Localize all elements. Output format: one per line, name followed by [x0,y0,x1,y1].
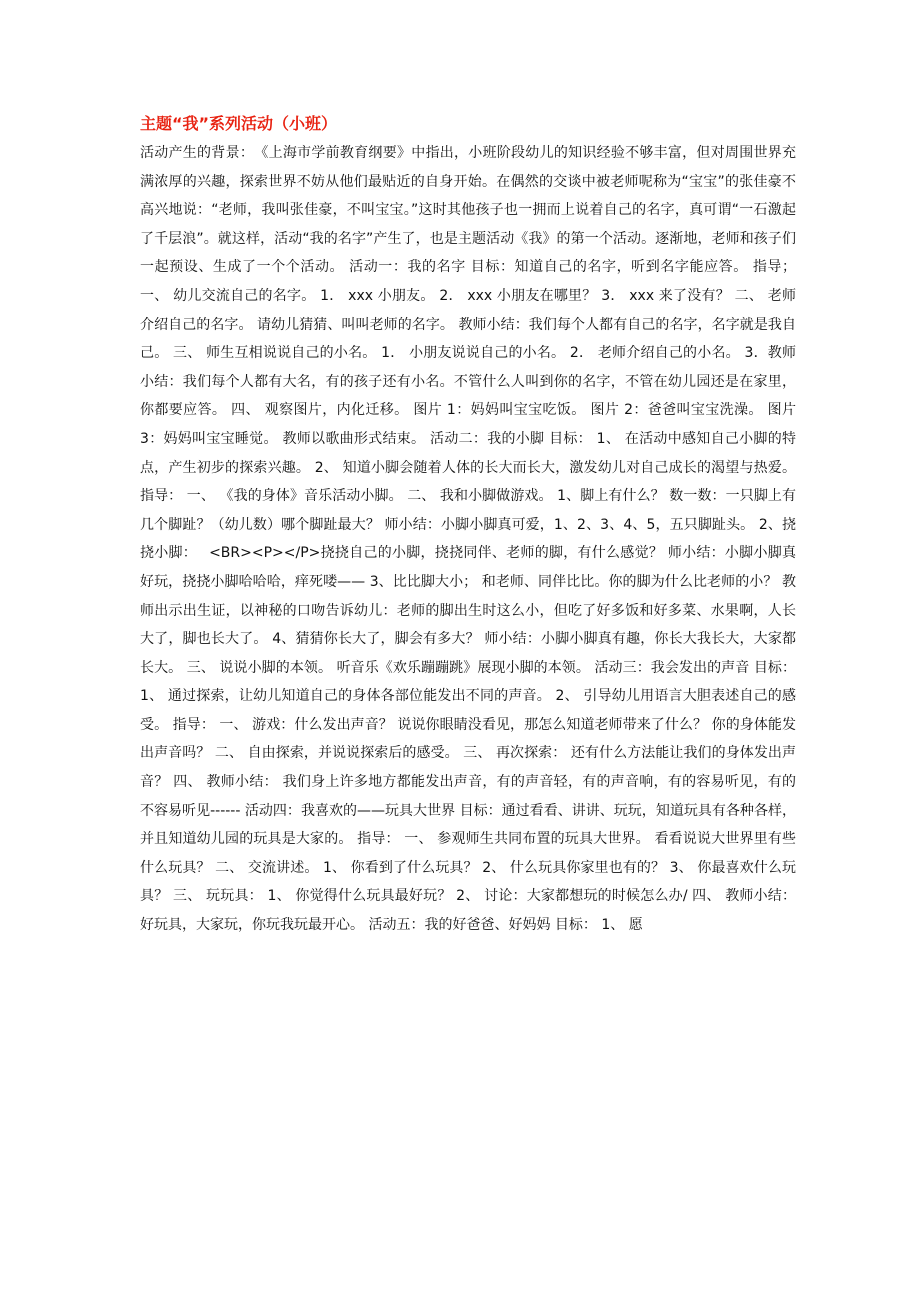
document-title: 主题“我”系列活动（小班） [140,114,338,133]
document-body-text: 活动产生的背景： 《上海市学前教育纲要》中指出，小班阶段幼儿的知识经验不够丰富，但对周围世界充满浓厚的兴趣，探索世界不妨从他们最贴近的自身开始。在偶然的交谈中被老师呢称为“宝宝”的张佳豪不高兴地说：“老师，我叫张佳豪，不叫宝宝。”这时其他孩子也一拥而上说着自己的名字，真可谓“一石激起了千层浪”。就这样，活动“我的名字”产生了，也是主题活动《我》的第一个活动。逐渐地，老师和孩子们一起预设、生成了一个个活动。 活动一：我的名字 目标：知道自己的名字，听到名字能应答。 指导； 一、 幼儿交流自己的名字。 1． xxx 小朋友。 2． xxx 小朋友在哪里？ 3． xxx 来了没有？ 二、 老师介绍自己的名字。 请幼儿猜猜、叫叫老师的名字。 教师小结：我们每个人都有自己的名字，名字就是我自己。 三、 师生互相说说自己的小名。 1． 小朋友说说自己的小名。 2． 老师介绍自己的小名。 3．教师小结：我们每个人都有大名，有的孩子还有小名。不管什么人叫到你的名字，不管在幼儿园还是在家里，你都要应答。 四、 观察图片，内化迁移。 图片 1：妈妈叫宝宝吃饭。 图片 2：爸爸叫宝宝洗澡。 图片 3：妈妈叫宝宝睡觉。 教师以歌曲形式结束。 活动二：我的小脚 目标： 1、 在活动中感知自己小脚的特点，产生初步的探索兴趣。 2、 知道小脚会随着人体的长大而长大，激发幼儿对自己成长的渴望与热爱。 指导： 一、 《我的身体》音乐活动小脚。 二、 我和小脚做游戏。 1、脚上有什么？ 数一数：一只脚上有几个脚趾？（幼儿数）哪个脚趾最大？ 师小结：小脚小脚真可爱，1、2、3、4、5，五只脚趾头。 2、挠挠小脚： <BR><P></P>挠挠自己的小脚，挠挠同伴、老师的脚，有什么感觉？ 师小结：小脚小脚真好玩，挠挠小脚哈哈哈，痒死喽—— 3、比比脚大小； 和老师、同伴比比。你的脚为什么比老师的小？ 教师出示出生证，以神秘的口吻告诉幼儿：老师的脚出生时这么小，但吃了好多饭和好多菜、水果啊，人长大了，脚也长大了。 4、猜猜你长大了，脚会有多大？ 师小结：小脚小脚真有趣，你长大我长大，大家都长大。 三、 说说小脚的本领。 听音乐《欢乐蹦蹦跳》展现小脚的本领。 活动三：我会发出的声音 目标： 1、 通过探索，让幼儿知道自己的身体各部位能发出不同的声音。 2、 引导幼儿用语言大胆表述自己的感受。 指导： 一、 游戏：什么发出声音？ 说说你眼睛没看见，那怎么知道老师带来了什么？ 你的身体能发出声音吗？ 二、 自由探索，并说说探索后的感受。 三、 再次探索： 还有什么方法能让我们的身体发出声音？ 四、 教师小结： 我们身上许多地方都能发出声音，有的声音轻，有的声音响，有的容易听见，有的不容易听见------ 活动四：我喜欢的——玩具大世界 目标：通过看看、讲讲、玩玩，知道玩具有各种各样，并且知道幼儿园的玩具是大家的。 指导： 一、 参观师生共同布置的玩具大世界。 看看说说大世界里有些什么玩具？ 二、 交流讲述。 1、 你看到了什么玩具？ 2、 什么玩具你家里也有的？ 3、 你最喜欢什么玩具？ 三、 玩玩具： 1、 你觉得什么玩具最好玩？ 2、 讨论：大家都想玩的时候怎么办/ 四、 教师小结： 好玩具，大家玩，你玩我玩最开心。 活动五：我的好爸爸、好妈妈 目标： 1、 愿 [140,145,796,934]
